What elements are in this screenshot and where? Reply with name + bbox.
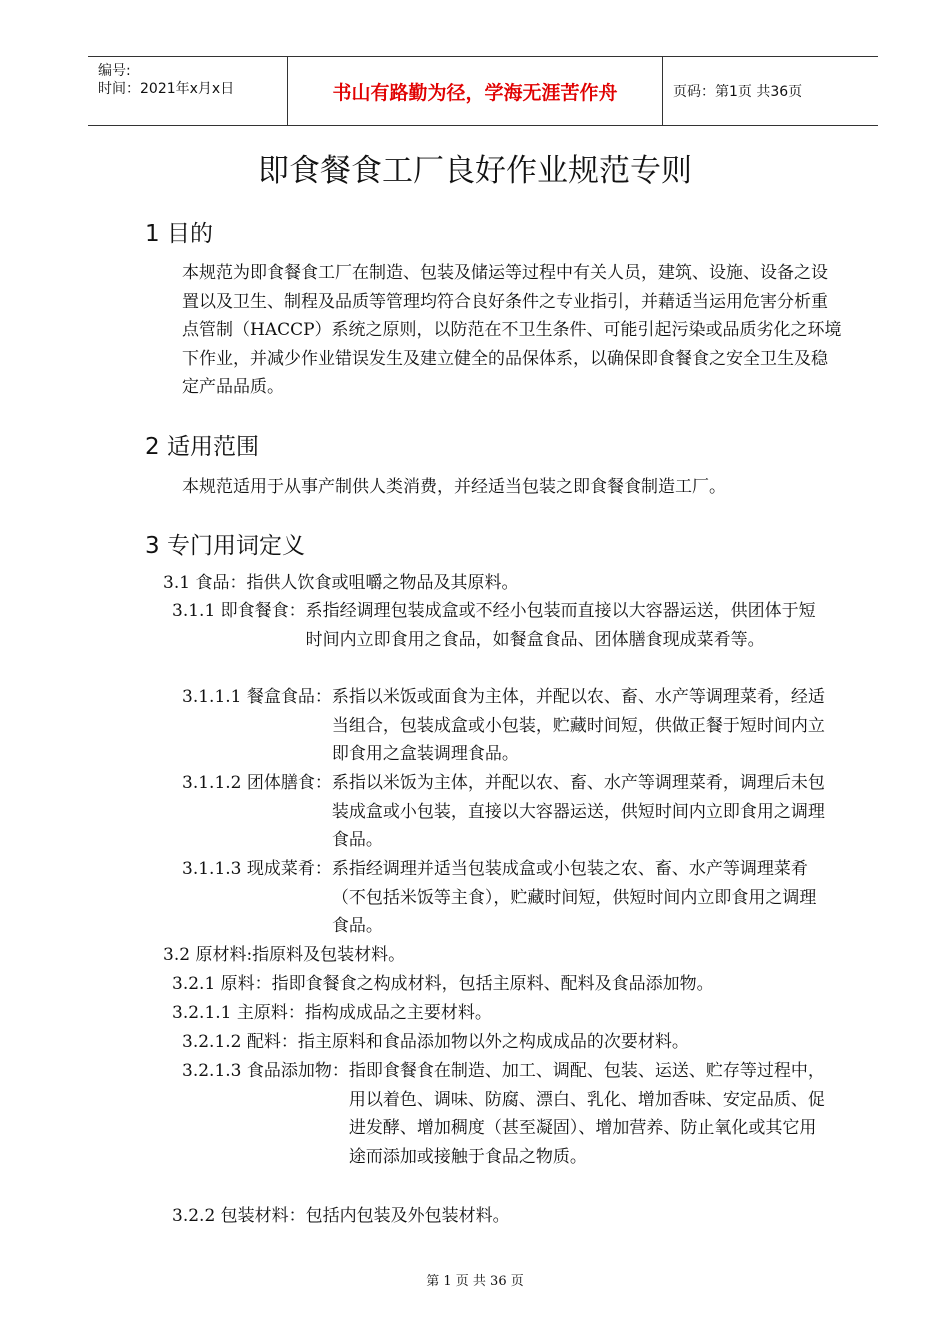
header-number-label: 编号: [98,63,131,79]
section-3-heading: 3 专门用词定义 [145,533,305,559]
definition-3-1-1-3: 3.1.1.3 现成菜肴： 系指经调理并适当包装成盒或小包装之农、畜、水产等调理菜肴（不包括米饭等主食），贮藏时间短，供短时间内立即食用之调理食品。 [182,859,817,936]
definition-3-2-2: 3.2.2 包装材料：包括内包装及外包装材料。 [172,1206,510,1226]
page-header [88,56,878,126]
section-2-body: 本规范适用于从事产制供人类消费，并经适当包装之即食餐食制造工厂。 [182,477,726,497]
definition-3-1: 3.1 食品：指供人饮食或咀嚼之物品及其原料。 [163,573,519,593]
section-1-body: 本规范为即食餐食工厂在制造、包装及储运等过程中有关人员，建筑、设施、设备之设置以及卫生、制程及品质等管理均符合良好条件之专业指引，并藉适当运用危害分析重点管制（HACCP）系统之原则，以防范在不卫生条件、可能引起污染或品质劣化之环境下作业，并减少作业错误发生及建立健全的品保体系，以确保即食餐食之安全卫生及稳定产品品质。 [182,263,842,397]
header-page-info: 页码：第1页 共36页 [673,84,803,100]
definition-3-2-1: 3.2.1 原料：指即食餐食之构成材料，包括主原料、配料及食品添加物。 [172,974,714,994]
header-motto: 书山有路勤为径，学海无涯苦作舟 [288,57,663,125]
definition-3-2-1-1: 3.2.1.1 主原料：指构成成品之主要材料。 [172,1003,492,1023]
definition-3-1-1-2: 3.1.1.2 团体膳食： 系指以米饭为主体，并配以农、畜、水产等调理菜肴，调理后未包装成盒或小包装，直接以大容器运送，供短时间内立即食用之调理食品。 [182,773,825,850]
document-title: 即食餐食工厂良好作业规范专则 [258,153,692,189]
definition-3-2: 3.2 原材料:指原料及包装材料。 [163,945,406,965]
definition-3-1-1: 3.1.1 即食餐食： 系指经调理包装成盒或不经小包装而直接以大容器运送，供团体于短时间内立即食用之食品，如餐盒食品、团体膳食现成菜肴等。 [172,601,816,650]
header-time-label: 时间：2021年x月x日 [98,81,235,97]
section-2-heading: 2 适用范围 [145,434,259,460]
definition-3-1-1-1: 3.1.1.1 餐盒食品： 系指以米饭或面食为主体，并配以农、畜、水产等调理菜肴，经适当组合，包装成盒或小包装，贮藏时间短，供做正餐于短时间内立即食用之盒装调理食品。 [182,687,825,764]
section-1-heading: 1 目的 [145,221,213,247]
definition-3-2-1-2: 3.2.1.2 配料：指主原料和食品添加物以外之构成成品的次要材料。 [182,1032,689,1052]
definition-3-2-1-3: 3.2.1.3 食品添加物： 指即食餐食在制造、加工、调配、包装、运送、贮存等过程中，用以着色、调味、防腐、漂白、乳化、增加香味、安定品质、促进发酵、增加稠度（甚至凝固）、增加营养、防止氧化或其它用途而添加或接触于食品之物质。 [182,1061,825,1167]
page-footer: 第 1 页 共 36 页 [426,1274,524,1289]
header-meta [88,57,288,125]
